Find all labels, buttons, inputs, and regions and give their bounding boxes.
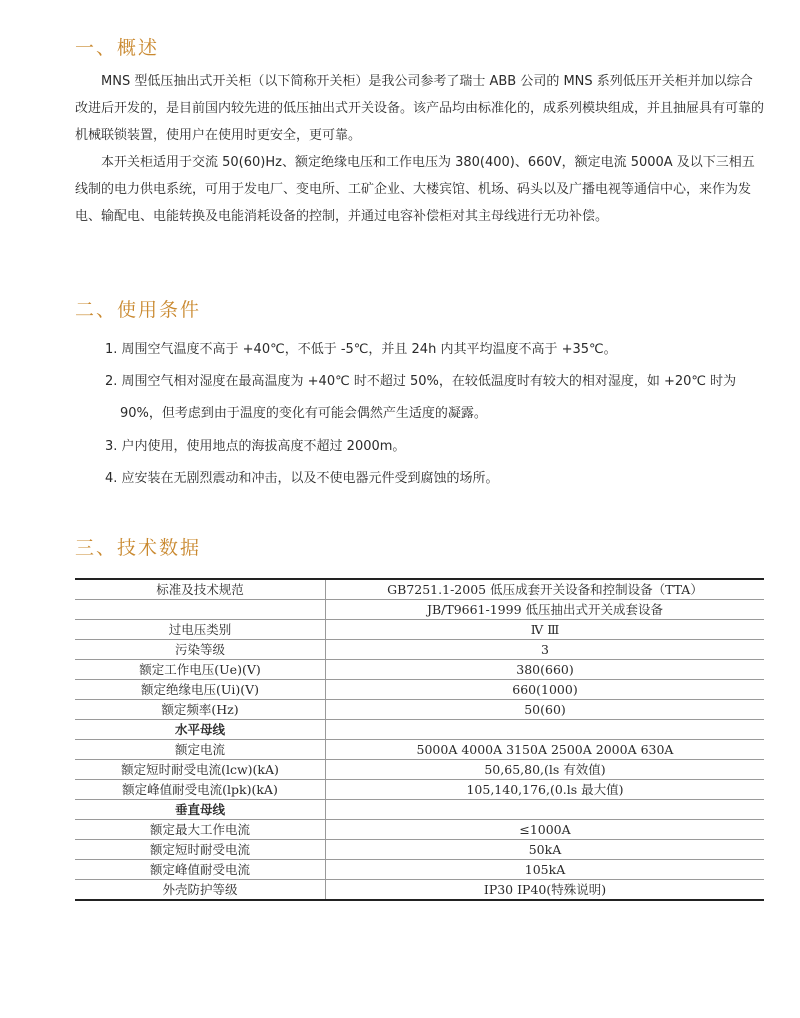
table-row	[75, 740, 764, 760]
table-group-label: 水平母线	[75, 720, 326, 740]
table-row	[75, 620, 764, 640]
table-value-cell	[326, 800, 765, 820]
condition-item: 1. 周围空气温度不高于 +40℃，不低于 -5℃，并且 24h 内其平均温度不高于 +35℃。	[105, 342, 617, 357]
table-row	[75, 579, 764, 600]
table-value-cell	[326, 720, 765, 740]
table-key-cell: 过电压类别	[75, 620, 326, 640]
table-key-cell: 额定电流	[75, 740, 326, 760]
table-key-cell: 额定峰值耐受电流	[75, 860, 326, 880]
table-row	[75, 820, 764, 840]
table-value-cell: 5000A 4000A 3150A 2500A 2000A 630A	[326, 740, 765, 760]
table-key-cell: 额定工作电压(Ue)(V)	[75, 660, 326, 680]
table-row	[75, 600, 764, 620]
table-row	[75, 880, 764, 901]
table-row	[75, 800, 764, 820]
table-value-cell: Ⅳ Ⅲ	[326, 620, 765, 640]
condition-item: 2. 周围空气相对湿度在最高温度为 +40℃ 时不超过 50%，在较低温度时有较大的相对湿度，如 +20℃ 时为	[105, 374, 737, 389]
table-key-cell	[75, 600, 326, 620]
table-row	[75, 860, 764, 880]
table-row	[75, 760, 764, 780]
table-row	[75, 700, 764, 720]
table-value-cell: 50kA	[326, 840, 765, 860]
table-value-cell: 660(1000)	[326, 680, 765, 700]
table-row	[75, 660, 764, 680]
table-value-cell: 105,140,176,(0.ls 最大值)	[326, 780, 765, 800]
overview-paragraph-1: MNS 型低压抽出式开关柜（以下简称开关柜）是我公司参考了瑞士 ABB 公司的 MNS 系列低压开关柜并加以综合改进后开发的，是目前国内较先进的低压抽出式开关设备。该产品均由标准化的，成系列模块组成，并且抽屉具有可靠的机械联锁装置，使用户在使用时更安全，更可靠。	[75, 74, 765, 143]
table-value-cell: GB7251.1-2005 低压成套开关设备和控制设备（TTA）	[387, 582, 703, 597]
table-value-cell: 380(660)	[326, 660, 765, 680]
table-row	[75, 680, 764, 700]
table-row	[75, 840, 764, 860]
table-value-cell: ≤1000A	[326, 820, 765, 840]
table-key-cell: 额定绝缘电压(Ui)(V)	[75, 680, 326, 700]
condition-item: 3. 户内使用，使用地点的海拔高度不超过 2000m。	[105, 439, 406, 454]
table-key-cell: 额定短时耐受电流	[75, 840, 326, 860]
condition-item: 4. 应安装在无剧烈震动和冲击，以及不使电器元件受到腐蚀的场所。	[105, 471, 499, 486]
table-row	[75, 640, 764, 660]
table-value-cell: 3	[326, 640, 765, 660]
table-value-cell: 105kA	[326, 860, 765, 880]
table-key-cell: 额定峰值耐受电流(lpk)(kA)	[75, 780, 326, 800]
condition-item-continued: 90%，但考虑到由于温度的变化有可能会偶然产生适度的凝露。	[120, 406, 487, 421]
table-value-cell: 50,65,80,(ls 有效值)	[326, 760, 765, 780]
table-key-cell: 外壳防护等级	[75, 880, 326, 901]
table-value-cell: IP30 IP40(特殊说明)	[326, 880, 765, 901]
technical-data-table	[75, 578, 764, 901]
table-key-cell: 额定短时耐受电流(lcw)(kA)	[75, 760, 326, 780]
table-value-cell: JB/T9661-1999 低压抽出式开关成套设备	[326, 600, 765, 620]
overview-paragraph-2: 本开关柜适用于交流 50(60)Hz、额定绝缘电压和工作电压为 380(400)、660V，额定电流 5000A 及以下三相五线制的电力供电系统，可用于发电厂、变电所、工矿企业、大楼宾馆、机场、码头以及广播电视等通信中心，来作为发电、输配电、电能转换及电能消耗设备的控制，并通过电容补偿柜对其主母线进行无功补偿。	[75, 155, 755, 224]
table-group-label: 垂直母线	[75, 800, 326, 820]
table-key-cell: 污染等级	[75, 640, 326, 660]
section-heading-conditions: 二、使用条件	[75, 299, 202, 321]
technical-data-table-body	[75, 579, 764, 900]
table-key-cell: 额定频率(Hz)	[75, 700, 326, 720]
table-value-cell: 50(60)	[326, 700, 765, 720]
table-key-cell: 额定最大工作电流	[75, 820, 326, 840]
table-row	[75, 720, 764, 740]
section-heading-overview: 一、概述	[75, 37, 160, 59]
table-row	[75, 780, 764, 800]
section-heading-technical-data: 三、技术数据	[75, 537, 202, 559]
table-key-cell: 标准及技术规范	[75, 579, 326, 600]
